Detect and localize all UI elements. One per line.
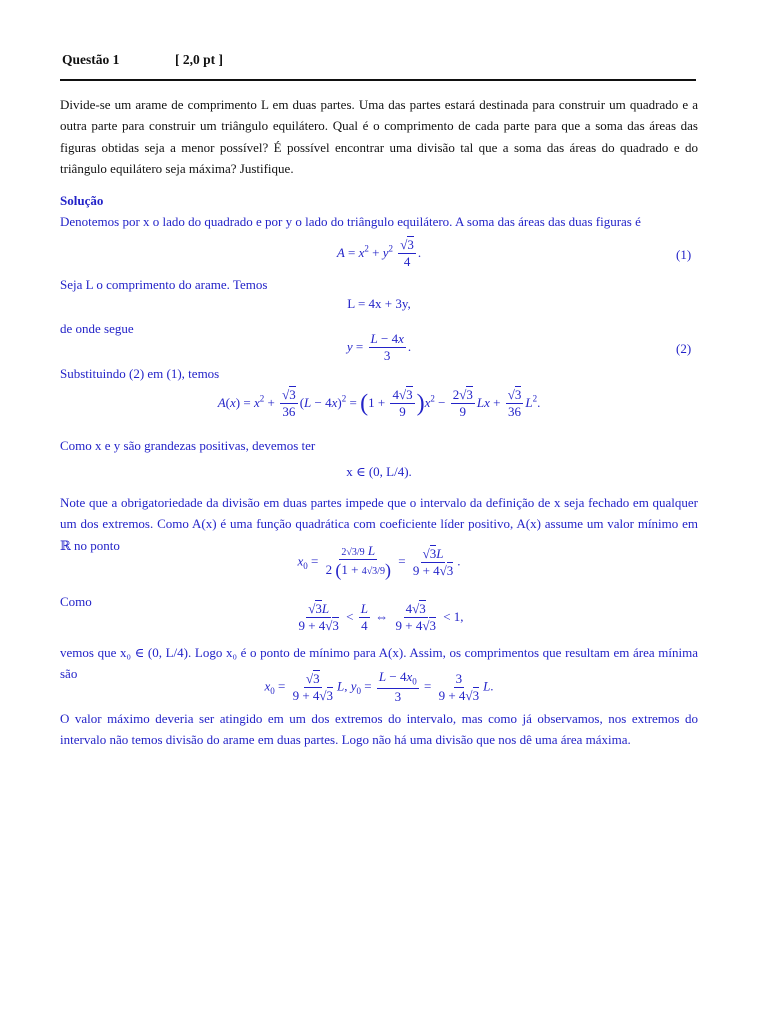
solution-title: Solução — [60, 193, 104, 208]
equation-final-lengths: $x_0$ = $\frac{√3}{9 + 4√3}$ L, $y_0$ = $\frac{L - 4x_0}{3}$ = $\frac{3}{9 + 4√3}$ L. — [264, 669, 494, 705]
equation-2-label: (2) — [676, 341, 692, 356]
question-points: [ 2,0 pt ] — [175, 52, 223, 67]
solution-paragraph-9: O valor máximo deveria ser atingido em um dos extremos do intervalo, mas como já observamos, nos extremos do intervalo não temos divisão do arame em duas partes. Logo não há uma divisão que nos dê uma área máxima. — [60, 711, 698, 748]
solution-paragraph-8: vemos que x₀ ∈ (0, L/4). Logo x₀ é o ponto de mínimo para A(x). Assim, os comprimentos que resultam em área mínima são — [60, 645, 698, 682]
equation-L: L = 4x + 3y, — [347, 296, 411, 311]
solution-paragraph-3: de onde segue — [60, 321, 134, 336]
solution-paragraph-2: Seja L o comprimento do arame. Temos — [60, 277, 268, 292]
equation-2: y = $\frac{L - 4x}{3}$ . — [346, 331, 412, 364]
equation-inequality: $\frac{√3L}{9 + 4√3}$ < $\frac{L}{4}$ ⇔ $\frac{4√3}{9 + 4√3}$ < 1, — [298, 601, 464, 634]
solution-paragraph-5: Como x e y são grandezas positivas, devemos ter — [60, 438, 316, 453]
solution-paragraph-4: Substituindo (2) em (1), temos — [60, 366, 220, 381]
problem-statement: Divide-se um arame de comprimento L em duas partes. Uma das partes estará destinada para construir um quadrado e a outra parte para construir um triângulo equilátero. Qual é o comprimento de cada parte para que a soma das áreas das figuras obtidas seja a menor possível? É possível encontrar uma divisão tal que a soma das áreas do quadrado e do triângulo equilátero seja máxima? Justifique. — [60, 97, 698, 176]
equation-interval: x ∈ (0, L/4). — [346, 464, 412, 479]
equation-x0: $x_0$ = $\frac{2√3/9 L}{2 (1 + 4√3/9)}$ = $\frac{√3L}{9 + 4√3}$ . — [297, 543, 461, 581]
question-title: Questão 1 — [62, 52, 120, 67]
equation-area-function: $A(x) = x^2$ + $\frac{√3}{36}$ $(L - 4x)^2 = (1$ + $\frac{4√3}{9}$ )$x^2$ − $\frac{2√3}{9}$ Lx + $\frac{√3}{36}$ $L^2$. — [217, 387, 541, 420]
solution-paragraph-1: Denotemos por x o lado do quadrado e por y o lado do triângulo equilátero. A soma das áreas das duas figuras é — [60, 214, 641, 229]
solution-paragraph-6: Note que a obrigatoriedade da divisão em duas partes impede que o intervalo da definição de x seja fechado em qualquer um dos extremos. Como A(x) é uma função quadrática com coeficiente líder positivo, A(x) assume um valor mínimo em ℝ no ponto — [60, 495, 698, 553]
header-rule — [60, 79, 696, 81]
equation-1: $A = x^2 + y^2$ $\frac{√3}{4}$ . — [336, 237, 422, 270]
solution-paragraph-7: Como — [60, 594, 92, 609]
equation-1-label: (1) — [676, 247, 692, 262]
